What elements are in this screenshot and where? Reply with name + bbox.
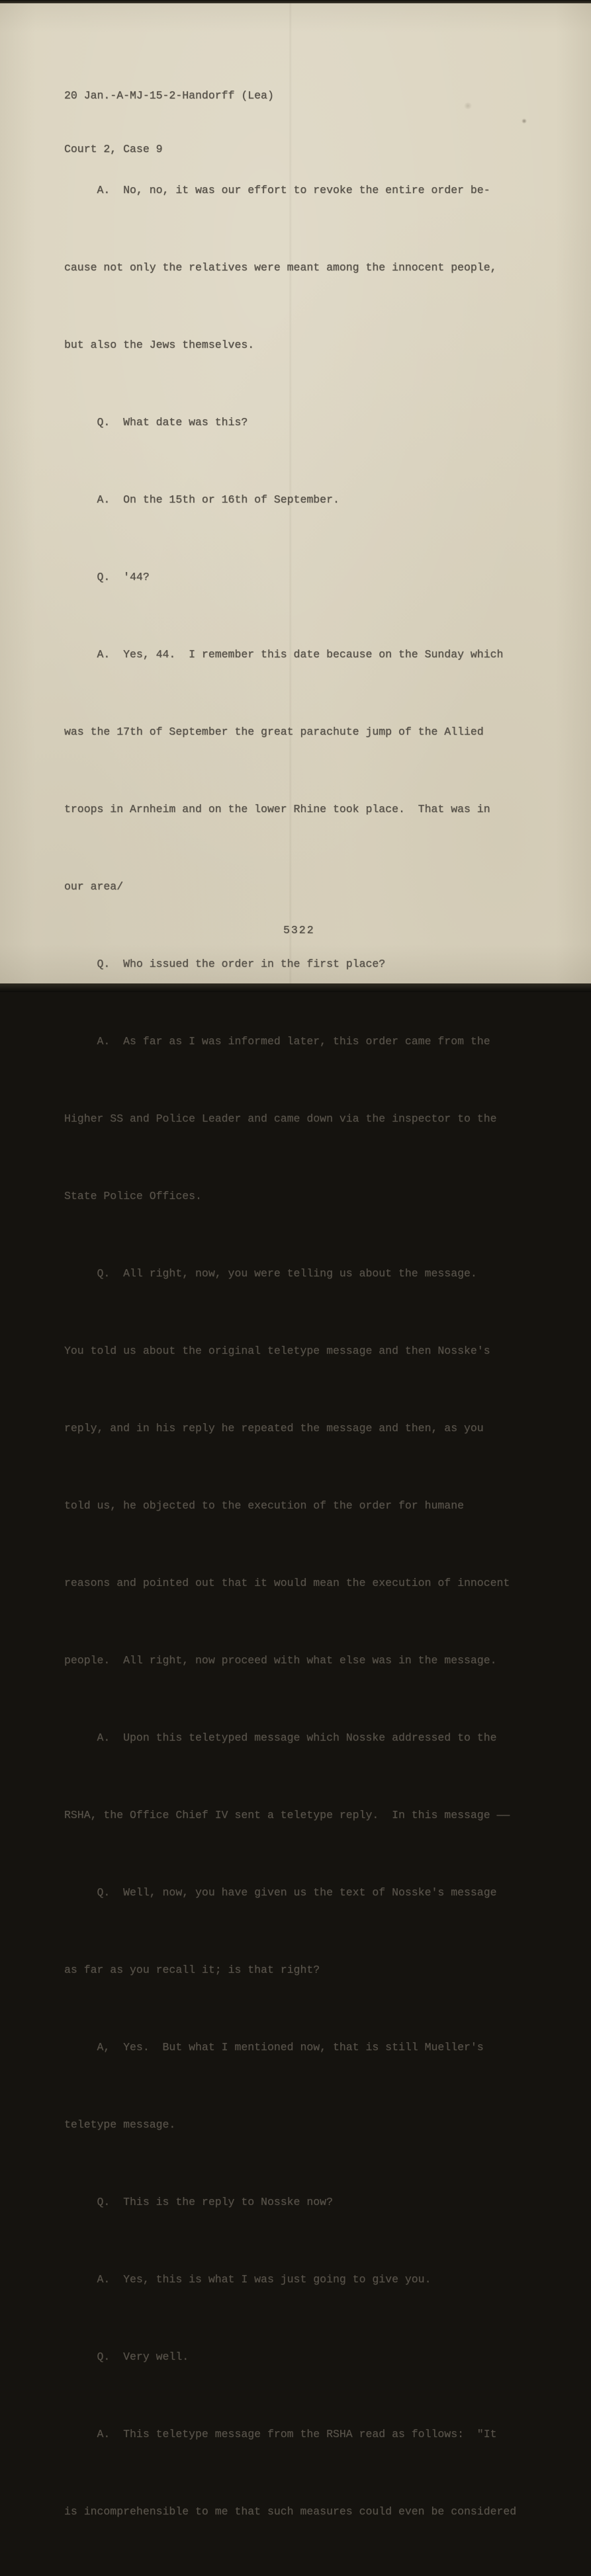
transcript-line: cause not only the relatives were meant among the innocent people, — [64, 261, 497, 274]
transcript-line: State Police Offices. — [64, 1190, 202, 1202]
transcript-line: Q. Very well. — [64, 2350, 189, 2363]
transcript-line: A, Yes. But what I mentioned now, that is still Mueller's — [64, 2041, 484, 2054]
document-page — [0, 3, 591, 2518]
transcript-line: A. As far as I was informed later, this order came from the — [64, 1035, 490, 1048]
transcript-line: told us, he objected to the execution of the order for humane — [64, 1499, 464, 1512]
transcript-line: troops in Arnheim and on the lower Rhine took place. That was in — [64, 803, 490, 815]
transcript-line: A. On the 15th or 16th of September. — [64, 493, 340, 506]
header-court-case-line: Court 2, Case 9 — [64, 143, 163, 155]
transcript-line: our area/ — [64, 880, 124, 893]
transcript-line: Q. '44? — [64, 571, 150, 583]
transcript-line: reply, and in his reply he repeated the message and then, as you — [64, 1422, 484, 1434]
transcript-line: Q. All right, now, you were telling us about the message. — [64, 1267, 477, 1280]
transcript-line: Q. What date was this? — [64, 416, 248, 429]
header-session-line: 20 Jan.-A-MJ-15-2-Handorff (Lea) — [64, 89, 274, 102]
transcript-line: was the 17th of September the great parachute jump of the Allied — [64, 726, 484, 738]
scan-edge-bottom — [0, 983, 591, 992]
transcript-line: You told us about the original teletype message and then Nosske's — [64, 1345, 490, 1357]
transcript-line: Q. This is the reply to Nosske now? — [64, 2196, 333, 2208]
transcript-line: Higher SS and Police Leader and came down via the inspector to the — [64, 1112, 497, 1125]
transcript-line: A. Yes, 44. I remember this date because on the Sunday which — [64, 648, 504, 661]
transcript-line: Q. Well, now, you have given us the text of Nosske's message — [64, 1886, 497, 1899]
transcript-line: A. Upon this teletyped message which Nosske addressed to the — [64, 1731, 497, 1744]
transcript-line: RSHA, the Office Chief IV sent a teletype reply. In this message —— — [64, 1809, 510, 1821]
transcript-line: is incomprehensible to me that such measures could even be considered — [64, 2505, 517, 2518]
paper-stain — [463, 103, 473, 109]
paper-stain — [522, 118, 527, 124]
transcript-body — [64, 126, 554, 2576]
scan-edge-top — [0, 0, 591, 3]
transcript-line: but also the Jews themselves. — [64, 339, 255, 351]
transcript-line: reasons and pointed out that it would mean the execution of innocent — [64, 1577, 510, 1589]
transcript-line: Q. Who issued the order in the first place? — [64, 958, 386, 970]
transcript-line: people. All right, now proceed with what else was in the message. — [64, 1654, 497, 1667]
transcript-line: A. No, no, it was our effort to revoke the entire order be- — [64, 184, 490, 196]
transcript-line: as far as you recall it; is that right? — [64, 1964, 320, 1976]
transcript-line: teletype message. — [64, 2118, 176, 2131]
transcript-line: A. Yes, this is what I was just going to give you. — [64, 2273, 432, 2286]
page-number: 5322 — [283, 924, 315, 936]
transcript-line: A. This teletype message from the RSHA read as follows: "It — [64, 2428, 497, 2440]
